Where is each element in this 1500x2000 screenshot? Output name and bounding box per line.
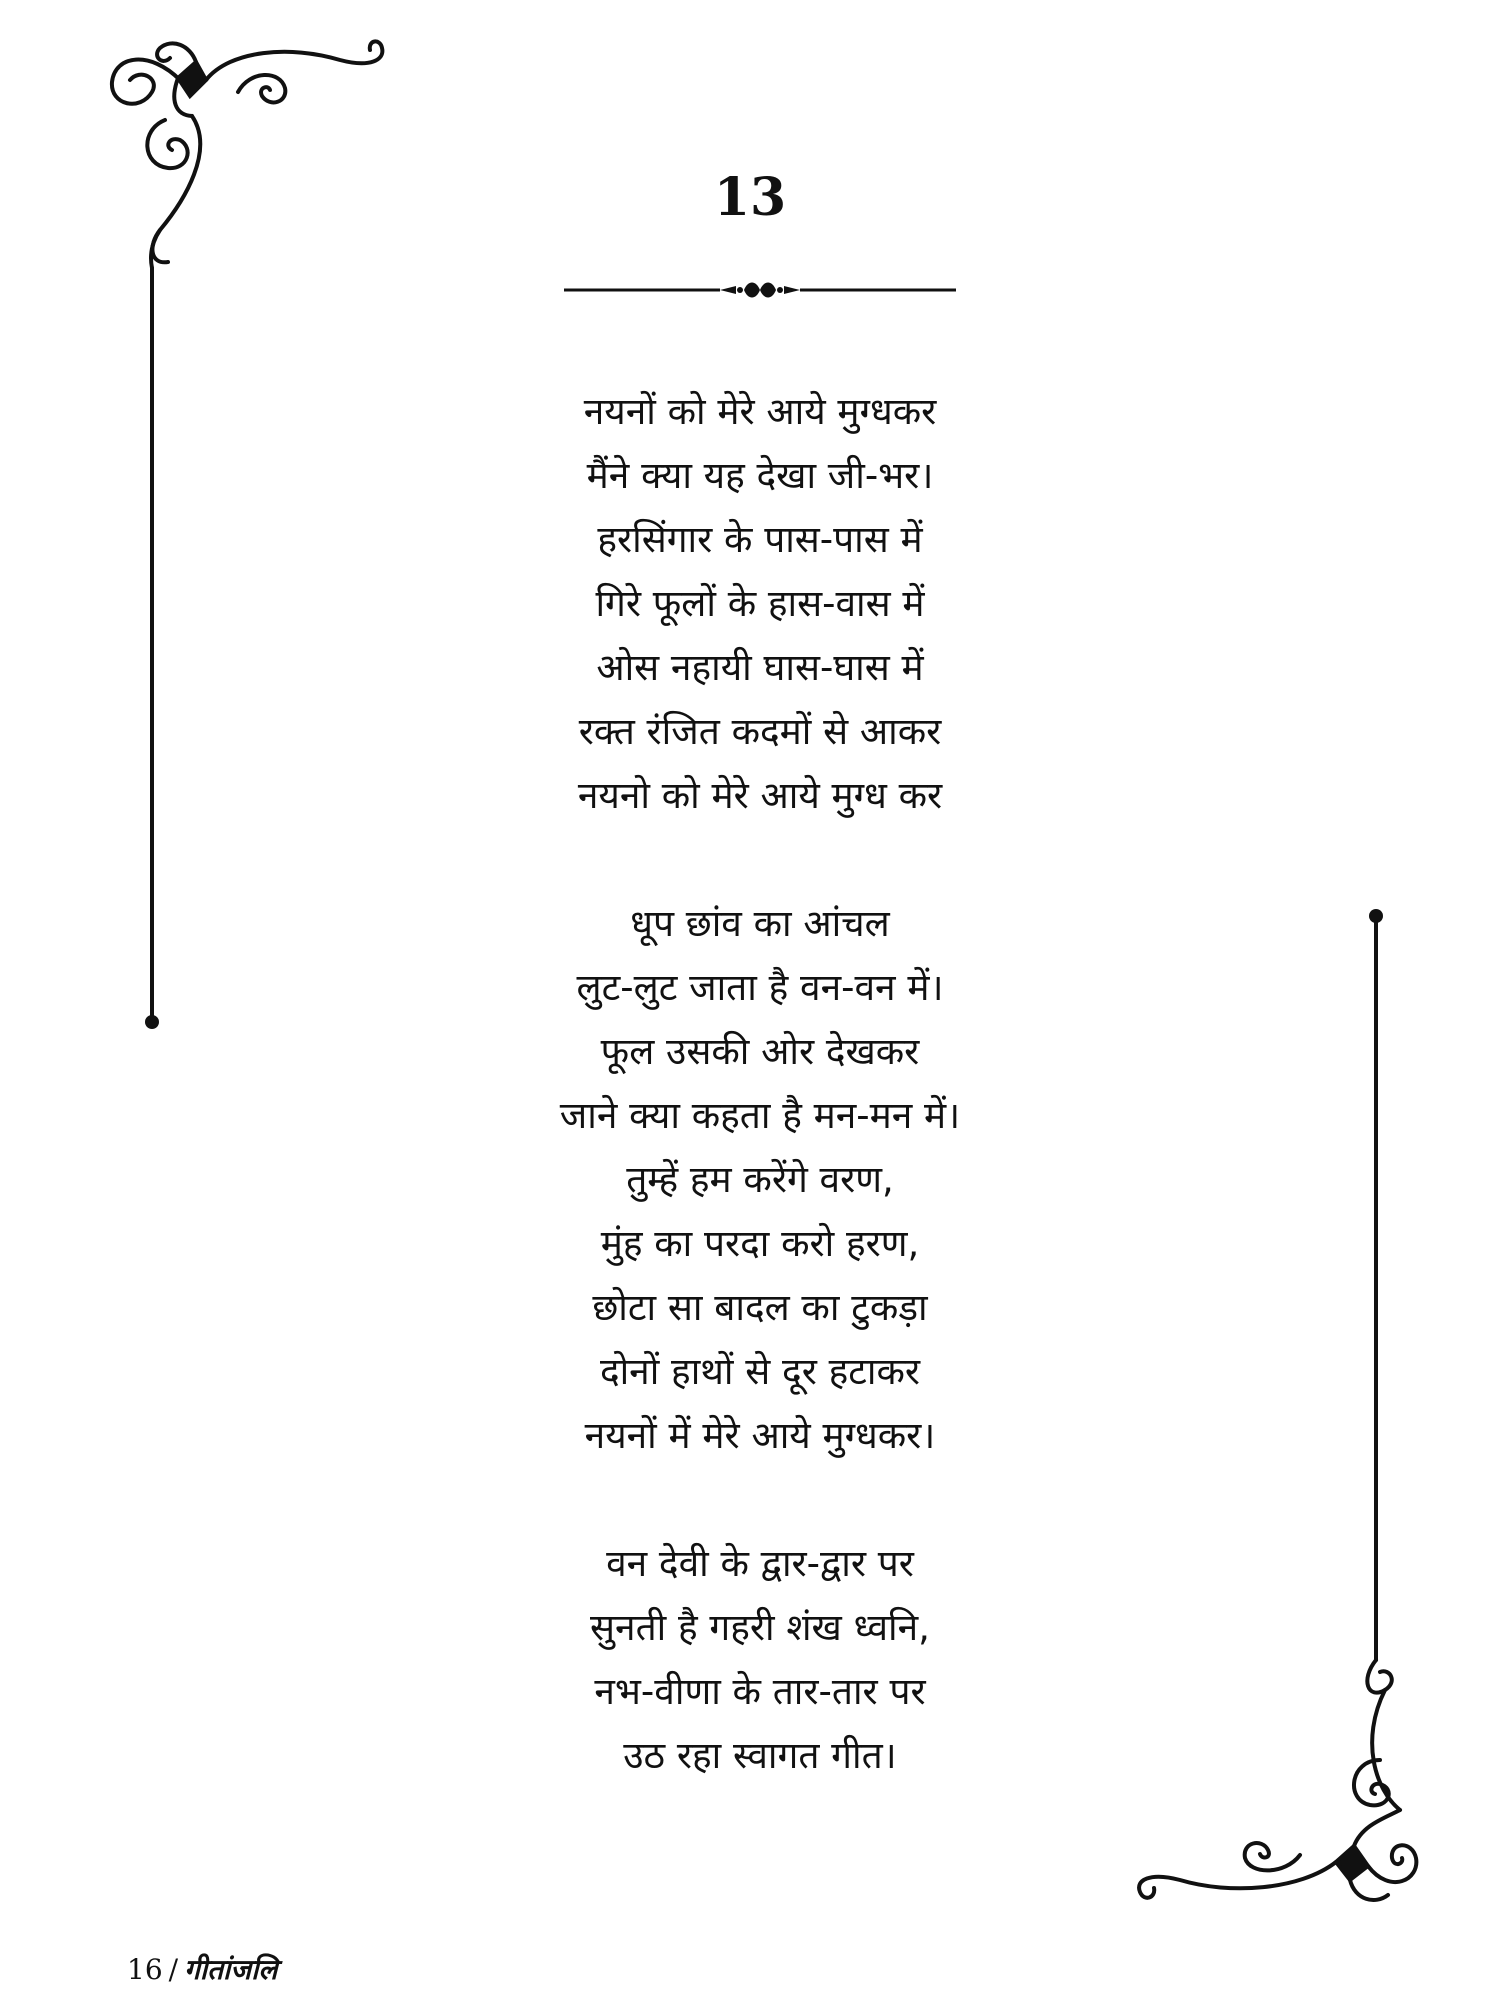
poem-line: जाने क्या कहता है मन-मन में। [559,1094,961,1137]
book-title: गीतांजलि [184,1953,278,1986]
stanza-2 [450,892,1070,1468]
bottom-right-line-dot-icon [1369,909,1383,923]
top-left-line-dot-icon [145,1015,159,1029]
poem-line: नयनों में मेरे आये मुग्धकर। [584,1414,936,1457]
stanza-3 [450,1532,1070,1788]
poem-line: उठ रहा स्वागत गीत। [623,1734,897,1777]
poem-line: नभ-वीणा के तार-तार पर [594,1670,926,1713]
poem-line: सुनती है गहरी शंख ध्वनि, [590,1606,930,1649]
page-number: 16 [127,1953,163,1986]
poem-line: मुंह का परदा करो हरण, [600,1222,920,1265]
poem-line: ओस नहायी घास-घास में [596,646,924,689]
stanza-1 [450,380,1070,828]
poem-line: धूप छांव का आंचल [630,902,890,945]
poem-line: तुम्हें हम करेंगे वरण, [626,1158,894,1201]
footer-separator: / [168,1953,179,1986]
poem-line: मैंने क्या यह देखा जी-भर। [586,454,934,497]
poem-line: रक्त रंजित कदमों से आकर [578,710,942,753]
poem-line: नयनों को मेरे आये मुग्धकर [583,390,937,433]
poem-line: गिरे फूलों के हास-वास में [595,582,925,625]
poem-line: वन देवी के द्वार-द्वार पर [606,1542,914,1585]
bottom-right-flourish-icon [1139,918,1416,1900]
page-footer [127,1950,277,1990]
poem-number: 13 [713,167,787,228]
poem-line: हरसिंगार के पास-पास में [597,518,923,561]
top-left-flourish-icon [112,41,382,1020]
poem-line: फूल उसकी ओर देखकर [600,1030,920,1073]
poem-line: लुट-लुट जाता है वन-वन में। [576,966,944,1009]
poem-line: दोनों हाथों से दूर हटाकर [599,1350,921,1393]
poem-line: नयनो को मेरे आये मुग्ध कर [577,774,943,817]
poem-line: छोटा सा बादल का टुकड़ा [592,1286,928,1329]
divider-flourish-icon [560,272,960,308]
poem-body [450,380,1070,1852]
